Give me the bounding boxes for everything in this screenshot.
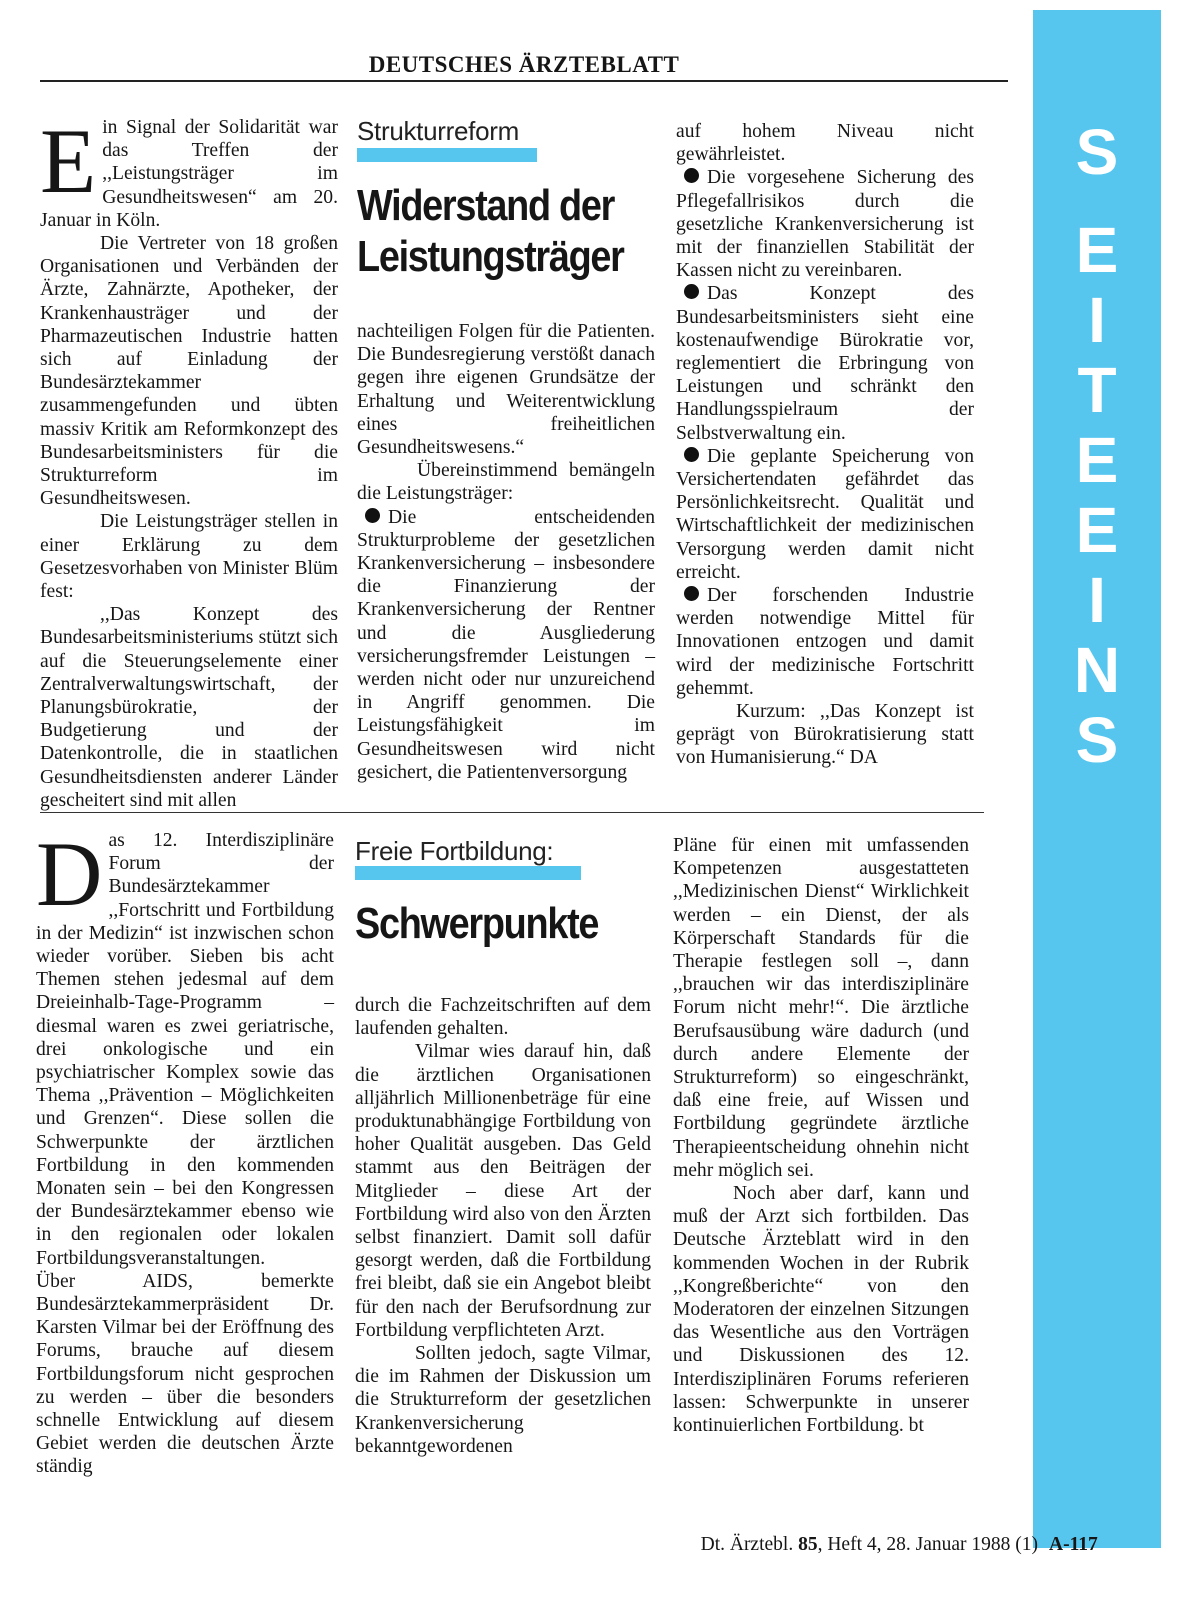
headline-line: Widerstand der [357, 181, 615, 230]
article2-paragraph: Über AIDS, bemerkte Bundesärztekammerpräsident Dr. Karsten Vilmar bei der Eröffnung des Forums, brauche auf diesem Fortbildungsforum nicht gesprochen zu werden – über die besonders schnelle Entwicklung auf diesem Gebiet werden die deutschen Ärzte ständig [36, 1270, 334, 1478]
dropcap: E [40, 110, 97, 212]
article2-paragraph: Pläne für einen mit umfassenden Kompetenzen ausgestatteten ,,Medizinischen Dienst“ Wirklichkeit werden – ein Dienst, der als Körperschaft Standards für die Therapie festlegen soll –, dann ,,brauchen wir das interdisziplinäre Forum nicht mehr!“. Die ärztliche Berufsausübung wäre dadurch (und durch andere Elemente der Strukturreform) so eingeschränkt, daß eine freie, auf Wissen und Fortbildung gegründete ärztliche Therapieentscheidung ohnehin nicht mehr möglich sei. [673, 835, 969, 1181]
dropcap: D [36, 823, 103, 925]
section-divider [40, 812, 984, 813]
sidebar-letter: E [1075, 214, 1119, 286]
article1-paragraph: Die entscheidenden Strukturprobleme der gesetzlichen Krankenversicherung – insbesondere die Finanzierung der Krankenversicherung der Rentner und die Ausgliederung versicherungsfremder Leistungen – werden nicht oder nur unzureichend in Angriff genommen. Die Leistungsfähigkeit im Gesundheitswesen wird nicht gesichert, die Patientenversorgung [357, 506, 655, 783]
article1-paragraph: Übereinstimmend bemängeln die Leistungsträger: [357, 460, 655, 505]
article1-paragraph: nachteiligen Folgen für die Patienten. Die Bundesregierung verstößt danach gegen ihre eigenen Grundsätze der Erhaltung und Weiterentwicklung eines freiheitlichen Gesundheitswesens.“ [357, 321, 655, 459]
article1-paragraph: Kurzum: ,,Das Konzept ist geprägt von Bürokratisierung statt von Humanisierung.“ DA [676, 701, 974, 769]
bullet-icon [365, 508, 380, 523]
article2-column-1 [36, 823, 334, 1479]
bullet-icon [684, 168, 699, 183]
article1-headline [357, 180, 649, 282]
article2-paragraph: durch die Fachzeitschriften auf dem laufenden gehalten. [355, 995, 651, 1040]
article2-kicker: Freie Fortbildung: [355, 836, 554, 866]
article1-column-2 [357, 320, 655, 784]
volume-number: 85 [798, 1534, 818, 1555]
article2-paragraph: Vilmar wies darauf hin, daß die ärztlichen Organisationen alljährlich Millionenbeträge für eine produktunabhängige Fortbildung von hoher Qualität ausgeben. Das Geld stammt aus den Beiträgen der Mitglieder – diese Art der Fortbildung wird also von den Ärzten selbst finanziert. Damit soll dafür gesorgt werden, daß die Fortbildung frei bleibt, daß sie ein Angebot bleibt für den nach der Berufsordnung zur Fortbildung verpflichteten Arzt. [355, 1041, 651, 1341]
article1-paragraph: Die Leistungsträger stellen in einer Erklärung zu dem Gesetzesvorhaben von Minister Blüm fest: [40, 511, 338, 603]
sidebar-letter: E [1075, 424, 1119, 496]
sidebar-letter: S [1075, 704, 1119, 776]
article2-column-2 [355, 994, 651, 1458]
article1-paragraph: Der forschenden Industrie werden notwendige Mittel für Innovationen entzogen und damit wird der medizinische Fortschritt gehemmt. [676, 585, 974, 699]
footer-citation [701, 1534, 1038, 1556]
article2-paragraph: Noch aber darf, kann und muß der Arzt sich fortbilden. Das Deutsche Ärzteblatt wird in den kommenden Wochen in der Rubrik ,,Kongreßberichte“ von den Moderatoren der einzelnen Sitzungen das Wesentliche aus den Vorträgen und Diskussionen des 12. Interdisziplinären Forums referieren lassen: Schwerpunkte in unserer kontinuierlichen Fortbildung. bt [673, 1183, 969, 1437]
article1-paragraph: auf hohem Niveau nicht gewährleistet. [676, 121, 974, 166]
sidebar-letter: E [1075, 494, 1119, 566]
article2-paragraph: Sollten jedoch, sagte Vilmar, die im Rahmen der Diskussion um die Strukturreform der gesetzlichen Krankenversicherung bekanntgewordenen [355, 1343, 651, 1457]
article1-paragraph: ,,Das Konzept des Bundesarbeitsministeriums stützt sich auf die Steuerungselemente einer Zentralverwaltungswirtschaft, der Planungsbürokratie, der Budgetierung und der Datenkontrolle, die in staatlichen Gesundheitsdiensten anderer Länder gescheitert sind mit allen [40, 604, 338, 811]
article1-column-3 [676, 120, 974, 770]
article1-column-1 [40, 110, 338, 812]
article1-paragraph: in Signal der Solidarität war das Treffen der ,,Leistungsträger im Gesundheitswesen“ am 20. Januar in Köln. [40, 117, 338, 231]
article1-paragraph: Die Vertreter von 18 großen Organisationen und Verbänden der Ärzte, Zahnärzte, Apotheker, der Krankenhausträger und der Pharmazeutischen Industrie hatten sich auf Einladung der Bundesärztekammer zusammengefunden und übten massiv Kritik am Reformkonzept des Bundesarbeitsministers für die Strukturreform im Gesundheitswesen. [40, 233, 338, 510]
masthead-title: DEUTSCHES ÄRZTEBLATT [368, 52, 680, 77]
sidebar-letter: I [1088, 564, 1106, 636]
article2-column-3 [673, 834, 969, 1437]
section-sidebar [1033, 10, 1161, 1548]
masthead [40, 52, 1008, 82]
sidebar-letter: N [1073, 634, 1121, 706]
sidebar-letter: S [1075, 116, 1119, 188]
issue-info: , Heft 4, 28. Januar 1988 (1) [817, 1534, 1038, 1555]
headline-line: Leistungsträger [357, 232, 624, 281]
article1-paragraph: Die vorgesehene Sicherung des Pflegefallrisikos durch die gesetzliche Krankenversicherung ist mit der finanziellen Stabilität der Kassen nicht zu vereinbaren. [676, 167, 974, 282]
article1-kicker: Strukturreform [357, 116, 519, 146]
article1-paragraph: Die geplante Speicherung von Versichertendaten gefährdet das Persönlichkeitsrecht. Qualität und Wirtschaftlichkeit der medizinischen Versorgung werden damit nicht erreicht. [676, 445, 974, 583]
bullet-icon [684, 284, 699, 299]
sidebar-letter: I [1088, 284, 1106, 356]
kicker-bar [357, 148, 537, 162]
page-number: A-117 [1049, 1534, 1098, 1555]
article1-paragraph: Das Konzept des Bundesarbeitsministers sieht eine kostenaufwendige Bürokratie vor, reglementiert die Erbringung von Leistungen und schränkt den Handlungsspielraum der Selbstverwaltung ein. [676, 283, 974, 444]
bullet-icon [684, 447, 699, 462]
bullet-icon [684, 586, 699, 601]
article2-headline: Schwerpunkte [355, 899, 599, 948]
journal-name: Dt. Ärztebl. [700, 1534, 794, 1555]
kicker-bar [355, 866, 581, 880]
sidebar-letter: T [1077, 354, 1117, 426]
article2-paragraph: as 12. Interdisziplinäre Forum der Bundesärztekammer ,,Fortschritt und Fortbildung in der Medizin“ ist inzwischen schon wieder vorüber. Sieben bis acht Themen stehen jedesmal auf dem Dreieinhalb-Tage-Programm – diesmal waren es zwei geriatrische, drei onkologische und ein psychiatrischer Komplex sowie das Thema ,,Prävention – Möglichkeiten und Grenzen“. Diese sollen die Schwerpunkte der ärztlichen Fortbildung in den kommenden Monaten sein – bei den Kongressen der Bundesärztekammer ebenso wie in den regionalen oder lokalen Fortbildungsveranstaltungen. [36, 830, 334, 1269]
